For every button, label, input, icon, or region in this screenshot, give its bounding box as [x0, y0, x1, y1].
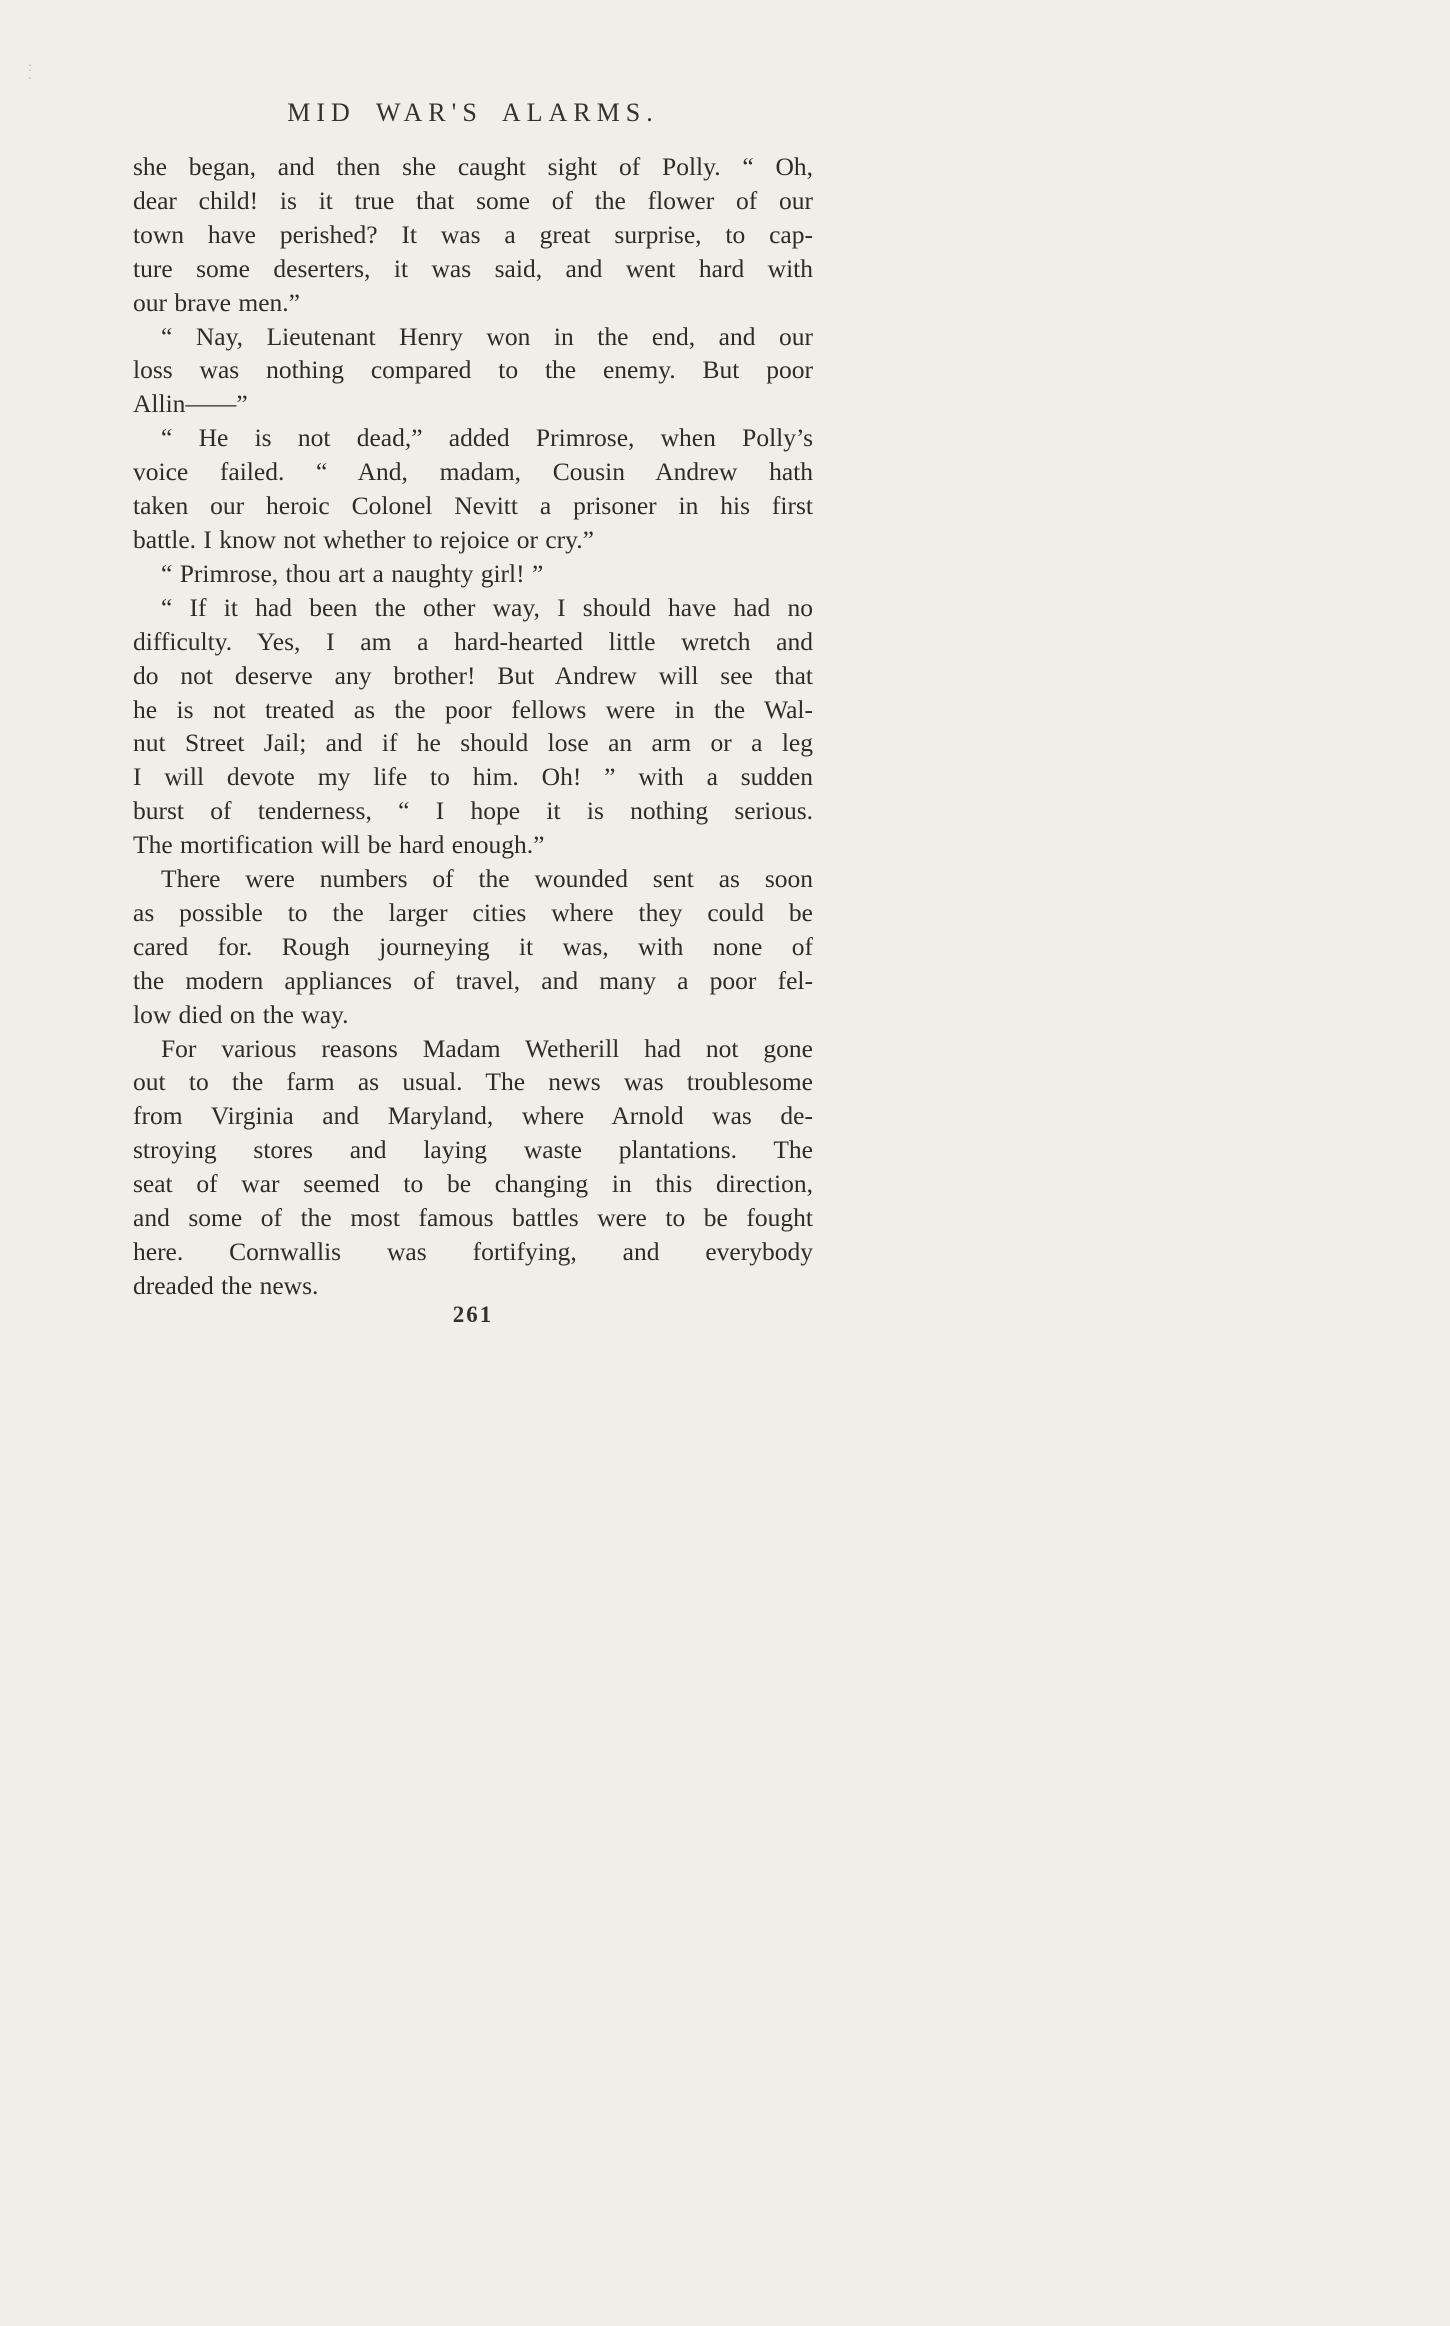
- text-line: I will devote my life to him. Oh! ” with a sudden: [133, 762, 813, 792]
- text-line: out to the farm as usual. The news was troublesome: [133, 1067, 813, 1097]
- text-line: he is not treated as the poor fellows were in the Wal-: [133, 694, 813, 724]
- text-line: dear child! is it true that some of the flower of our: [133, 185, 813, 215]
- text-line: “ If it had been the other way, I should have had no: [161, 592, 813, 622]
- text-line: taken our heroic Colonel Nevitt a prisoner in his first: [133, 491, 813, 521]
- text-line: from Virginia and Maryland, where Arnold was de-: [133, 1101, 813, 1131]
- text-line: town have perished? It was a great surprise, to cap-: [133, 219, 813, 249]
- text-line: do not deserve any brother! But Andrew will see that: [133, 660, 813, 690]
- text-line: here. Cornwallis was fortifying, and everybody: [133, 1237, 813, 1266]
- text-line: our brave men.”: [133, 287, 300, 317]
- text-line: Allin——”: [133, 389, 248, 419]
- text-line: nut Street Jail; and if he should lose an arm or a leg: [133, 728, 813, 758]
- text-line: stroying stores and laying waste plantations. The: [133, 1135, 813, 1165]
- text-line: voice failed. “ And, madam, Cousin Andrew hath: [133, 457, 813, 487]
- text-block: [133, 150, 813, 1303]
- text-line: she began, and then she caught sight of Polly. “ Oh,: [133, 152, 813, 181]
- text-line: “ Primrose, thou art a naughty girl! ”: [161, 558, 544, 588]
- text-line: difficulty. Yes, I am a hard-hearted little wretch and: [133, 626, 813, 656]
- text-line: burst of tenderness, “ I hope it is nothing serious.: [133, 796, 813, 826]
- text-line: dreaded the news.: [133, 1270, 319, 1300]
- text-line: and some of the most famous battles were to be fought: [133, 1203, 813, 1233]
- text-line: The mortification will be hard enough.”: [133, 830, 545, 860]
- text-line: as possible to the larger cities where they could be: [133, 897, 813, 927]
- running-header: MID WAR'S ALARMS.: [287, 98, 659, 127]
- text-line: “ Nay, Lieutenant Henry won in the end, and our: [161, 321, 813, 351]
- text-line: loss was nothing compared to the enemy. But poor: [133, 355, 813, 385]
- text-line: cared for. Rough journeying it was, with none of: [133, 931, 813, 961]
- page-number: 261: [452, 1302, 494, 1327]
- text-line: ture some deserters, it was said, and went hard with: [133, 253, 813, 283]
- text-line: low died on the way.: [133, 999, 349, 1029]
- text-line: battle. I know not whether to rejoice or cry.”: [133, 524, 594, 554]
- text-line: the modern appliances of travel, and many a poor fel-: [133, 965, 813, 995]
- scan-artifact: : .: [28, 60, 36, 83]
- text-line: “ He is not dead,” added Primrose, when Polly’s: [161, 423, 813, 453]
- text-line: seat of war seemed to be changing in this direction,: [133, 1169, 813, 1199]
- text-line: There were numbers of the wounded sent as soon: [161, 864, 813, 894]
- text-line: For various reasons Madam Wetherill had not gone: [161, 1033, 813, 1063]
